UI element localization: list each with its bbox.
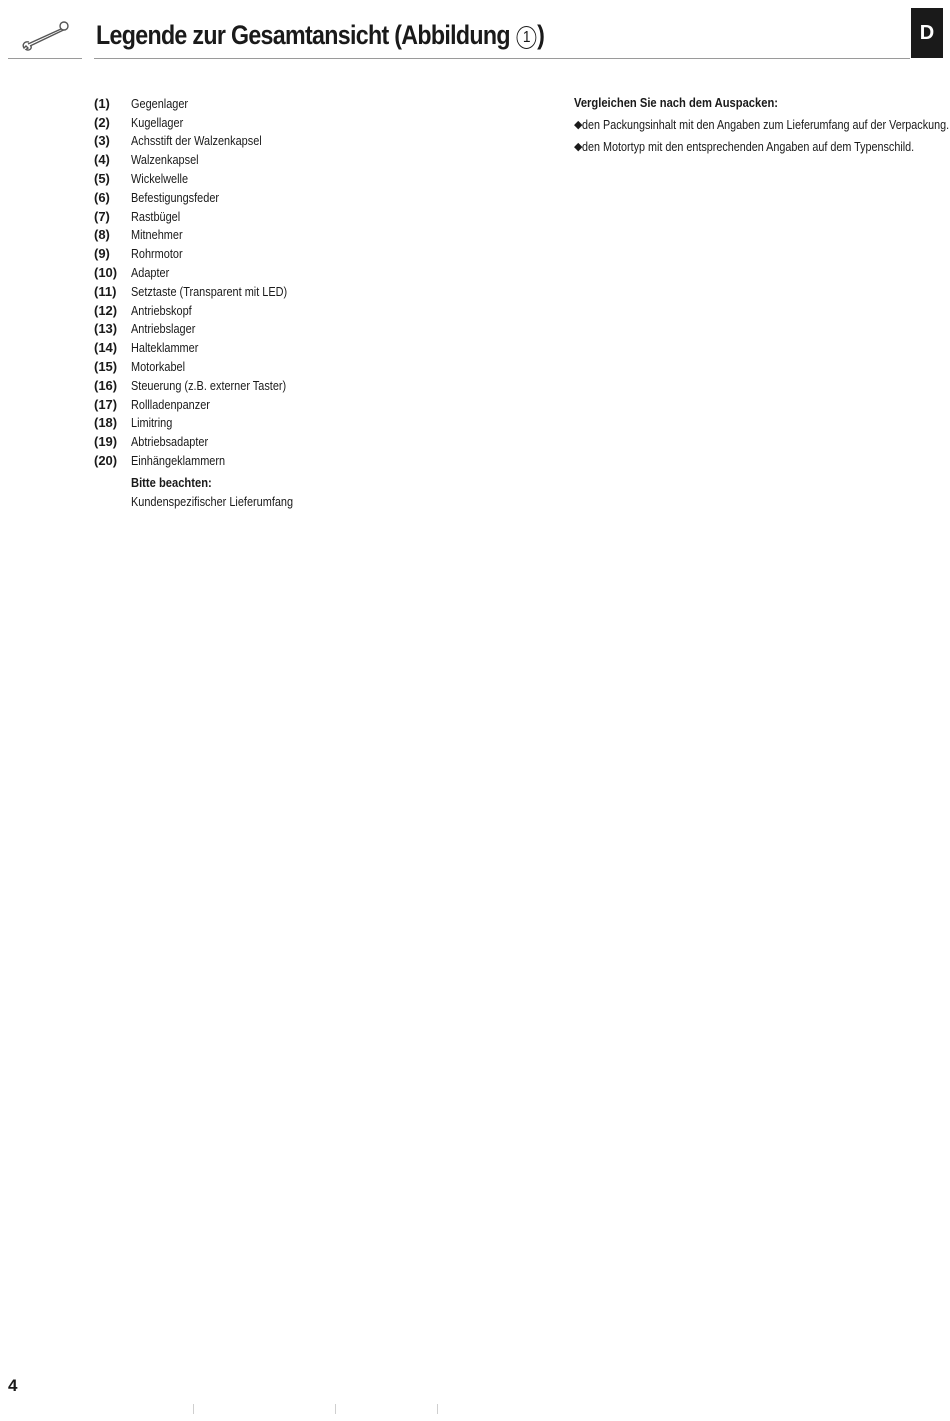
legend-item-number: (4) <box>94 152 110 168</box>
legend-item-number: (14) <box>94 340 118 356</box>
legend-item <box>94 169 317 188</box>
legend-item-number: (12) <box>94 302 118 318</box>
legend-item-number: (20) <box>94 453 118 469</box>
legend-item-label: Steuerung (z.B. externer Taster) <box>131 377 287 393</box>
legend-item-label: Mitnehmer <box>131 227 183 243</box>
legend-item-number: (6) <box>94 189 110 205</box>
legend-item-label: Abtriebsadapter <box>131 434 209 450</box>
legend-item-label: Adapter <box>131 265 170 281</box>
note-title: Bitte beachten: <box>131 475 212 490</box>
legend-note <box>131 475 324 509</box>
legend-item-number: (7) <box>94 208 110 224</box>
legend-item-number: (18) <box>94 415 118 431</box>
checklist-item <box>574 138 934 154</box>
checklist-item-text: den Packungsinhalt mit den Angaben zum Lieferumfang auf der Verpackung. <box>582 116 950 132</box>
legend-item-label: Setztaste (Transparent mit LED) <box>131 283 288 299</box>
header-rule <box>94 58 910 59</box>
diamond-bullet-icon: ◆ <box>574 140 583 153</box>
legend-item-number: (5) <box>94 171 110 187</box>
legend-item <box>94 338 317 357</box>
legend-item-number: (19) <box>94 434 118 450</box>
page-title <box>96 20 544 51</box>
legend-item-label: Halteklammer <box>131 340 199 356</box>
crop-mark <box>437 1404 438 1414</box>
legend-item <box>94 395 317 414</box>
legend-item <box>94 132 317 151</box>
legend-item <box>94 414 317 433</box>
legend-item-label: Rohrmotor <box>131 246 183 262</box>
checklist-item-text: den Motortyp mit den entsprechenden Angaben auf dem Typenschild. <box>582 138 915 154</box>
legend-item-label: Achsstift der Walzenkapsel <box>131 133 262 149</box>
legend-item-number: (10) <box>94 265 118 281</box>
legend-item-number: (3) <box>94 133 110 149</box>
legend-item-label: Rollladenpanzer <box>131 396 210 412</box>
legend-item <box>94 244 317 263</box>
checklist-item <box>574 116 950 132</box>
legend-item-label: Einhängeklammern <box>131 453 226 469</box>
legend-item <box>94 94 317 113</box>
legend-item-number: (16) <box>94 377 118 393</box>
wrench-icon <box>20 20 70 52</box>
figure-number-circle: 1 <box>516 26 536 49</box>
legend-item-number: (1) <box>94 95 110 111</box>
legend-item <box>94 188 317 207</box>
legend-item-label: Antriebskopf <box>131 302 192 318</box>
legend-item <box>94 432 317 451</box>
legend-item-number: (11) <box>94 283 117 299</box>
legend-item <box>94 207 317 226</box>
title-close: ) <box>537 20 545 50</box>
legend-item-label: Antriebslager <box>131 321 196 337</box>
legend-item-number: (8) <box>94 227 110 243</box>
legend-item-label: Walzenkapsel <box>131 152 199 168</box>
legend-item <box>94 226 317 245</box>
legend-item-label: Befestigungsfeder <box>131 189 220 205</box>
legend-item-number: (2) <box>94 114 110 130</box>
diamond-bullet-icon: ◆ <box>574 118 583 131</box>
legend-item-label: Kugellager <box>131 114 184 130</box>
legend-item <box>94 150 317 169</box>
legend-item-label: Limitring <box>131 415 173 431</box>
title-text: Legende zur Gesamtansicht (Abbildung <box>96 20 516 50</box>
unpacking-checklist <box>574 95 950 154</box>
page-number: 4 <box>8 1376 18 1395</box>
legend-item <box>94 376 317 395</box>
language-tab: D <box>911 8 943 58</box>
legend-item <box>94 301 317 320</box>
legend-item <box>94 282 317 301</box>
legend-item-label: Rastbügel <box>131 208 181 224</box>
crop-mark <box>193 1404 194 1414</box>
legend-list <box>94 94 317 470</box>
legend-item <box>94 357 317 376</box>
note-text: Kundenspezifischer Lieferumfang <box>131 494 294 509</box>
legend-item-label: Gegenlager <box>131 95 189 111</box>
legend-item-label: Motorkabel <box>131 359 186 375</box>
legend-item-number: (13) <box>94 321 118 337</box>
legend-item-number: (15) <box>94 359 118 375</box>
legend-item <box>94 113 317 132</box>
checklist-heading: Vergleichen Sie nach dem Auspacken: <box>574 95 779 110</box>
legend-item-label: Wickelwelle <box>131 171 189 187</box>
header-rule-left <box>8 58 82 59</box>
legend-item-number: (9) <box>94 246 110 262</box>
legend-item <box>94 320 317 339</box>
crop-mark <box>335 1404 336 1414</box>
legend-item <box>94 451 317 470</box>
legend-item-number: (17) <box>94 396 118 412</box>
legend-item <box>94 263 317 282</box>
